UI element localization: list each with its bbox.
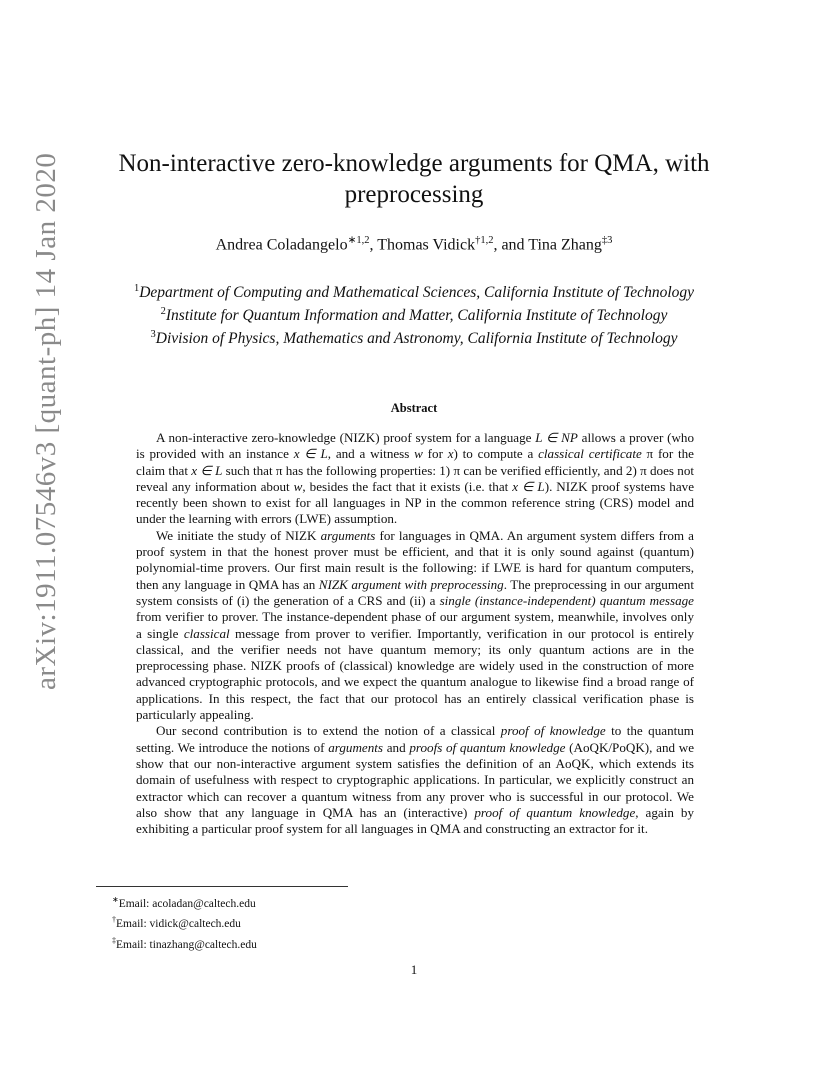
emphasis: proof of knowledge <box>500 723 606 739</box>
author-mark: ‡3 <box>601 235 613 246</box>
text: allows a prover (who is provided with an instance <box>136 430 694 462</box>
text: , and a witness <box>327 446 415 462</box>
text: for <box>422 446 448 462</box>
text: message from prover to verifier. Importantly, verification in our protocol is entirely classical, and the verifier needs not have quantum memory; its only quantum actions are in the preprocessing phase. NIZK proofs of (classical) knowledge are widely used in the construction of more advanced cryptographic protocols, and we expect the quantum analogue to likewise find a broad range of applications. In this respect, the fact that our protocol has an entirely classical verification phase is particularly appealing. <box>136 625 694 723</box>
emphasis: proof of quantum knowledge <box>474 804 636 820</box>
footnote-text: Email: tinazhang@caltech.edu <box>116 938 257 951</box>
text: , again by exhibiting a particular proof system for all languages in QMA and constructing an extractor for it. <box>136 804 694 837</box>
text: such that π has the following properties: 1) π can be verified efficiently, and 2) π does not reveal any information about <box>136 462 695 494</box>
abstract-paragraph-1 <box>136 430 694 528</box>
math: x ∈ L <box>191 462 223 478</box>
text: , besides the fact that it exists (i.e. that <box>302 478 513 494</box>
affiliation <box>96 325 732 348</box>
emphasis: arguments <box>328 739 384 755</box>
text: and <box>383 739 410 755</box>
affiliation <box>96 302 732 325</box>
affiliation-number: 3 <box>150 329 156 341</box>
math: w <box>293 478 303 494</box>
author-mark: ∗1,2 <box>347 235 370 246</box>
text: to the quantum setting. We introduce the notions of <box>136 723 694 755</box>
page-number: 1 <box>410 962 418 977</box>
affiliation-list <box>96 279 732 348</box>
text: ). NIZK proof systems have recently been shown to exist for all languages in NP in the common reference string (CRS) model and under the learning with errors (LWE) assumption. <box>136 478 695 527</box>
author-list <box>96 234 732 254</box>
footnote-text: Email: vidick@caltech.edu <box>116 918 241 931</box>
author-name: Thomas Vidick <box>377 236 476 254</box>
math: x ∈ L <box>512 478 545 494</box>
text: A non-interactive zero-knowledge (NIZK) proof system for a language <box>156 430 536 445</box>
arxiv-identifier-stamp: arXiv:1911.07546v3 [quant-ph] 14 Jan 2020 <box>30 152 62 690</box>
math: x <box>447 446 454 462</box>
affiliation-text: Department of Computing and Mathematical Sciences, California Institute of Technology <box>139 284 695 302</box>
emphasis: classical <box>183 625 230 641</box>
emphasis: single (instance-independent) quantum message <box>439 592 694 608</box>
footnote-mark: ‡ <box>112 935 116 945</box>
author-name: Andrea Coladangelo <box>215 236 348 254</box>
emphasis: arguments <box>320 527 376 543</box>
affiliation-number: 2 <box>160 306 166 318</box>
title-line-2: preprocessing <box>344 181 484 208</box>
footnote-text: Email: acoladan@caltech.edu <box>118 897 256 910</box>
author-separator: , <box>369 236 378 254</box>
footnote-list <box>112 892 257 953</box>
footnote <box>112 933 257 953</box>
text: (AoQK/PoQK), and we show that our non-interactive argument system satisfies the definition of an AoQK, which extends its domain of usefulness with respect to cryptographic applications. In particular, we explicitly construct an extractor which can recover a quantum witness from any prover who is successful in our protocol. We also show that any language in QMA has an (interactive) <box>136 739 695 820</box>
affiliation-text: Institute for Quantum Information and Matter, California Institute of Technology <box>165 307 668 325</box>
abstract-paragraph-2 <box>136 528 694 724</box>
footnote <box>112 892 257 912</box>
text: π for the claim that <box>136 446 694 478</box>
text: from verifier to prover. The instance-dependent phase of our argument system, meanwhile, involves only a single <box>136 609 694 641</box>
emphasis: proofs of quantum knowledge <box>409 739 566 755</box>
text: . The preprocessing in our argument system consists of (i) the generation of a CRS and (ii) a <box>136 576 694 608</box>
affiliation-text: Division of Physics, Mathematics and Astronomy, California Institute of Technology <box>155 330 678 348</box>
emphasis: classical certificate <box>538 446 642 462</box>
affiliation <box>96 279 732 302</box>
footnote-mark: ∗ <box>112 895 119 904</box>
math: L ∈ NP <box>535 430 578 445</box>
footnote-mark: † <box>112 915 116 925</box>
text: Our second contribution is to extend the notion of a classical <box>156 723 501 739</box>
title-line-1: Non-interactive zero-knowledge arguments for QMA, with <box>118 150 710 177</box>
author-mark: †1,2 <box>475 235 494 246</box>
text: We initiate the study of NIZK <box>156 527 321 543</box>
author-separator: , and <box>493 236 529 254</box>
math: w <box>414 446 423 462</box>
footnote <box>112 912 257 932</box>
abstract-paragraph-3 <box>136 723 694 837</box>
emphasis: NIZK argument with preprocessing <box>318 576 504 592</box>
footnote-divider <box>96 886 348 887</box>
affiliation-number: 1 <box>133 283 140 294</box>
abstract-heading: Abstract <box>390 401 438 415</box>
text: ) to compute a <box>453 446 539 462</box>
math: x ∈ L <box>293 446 328 462</box>
abstract-body <box>136 430 694 837</box>
text: for languages in QMA. An argument system differs from a proof system in that the honest prover must be efficient, and that it is only sound against (quantum) polynomial-time provers. Our first main result is the following: if LWE is hard for quantum computers, then any language in QMA has an <box>136 527 694 592</box>
paper-title <box>96 148 732 210</box>
author-name: Tina Zhang <box>528 236 602 254</box>
